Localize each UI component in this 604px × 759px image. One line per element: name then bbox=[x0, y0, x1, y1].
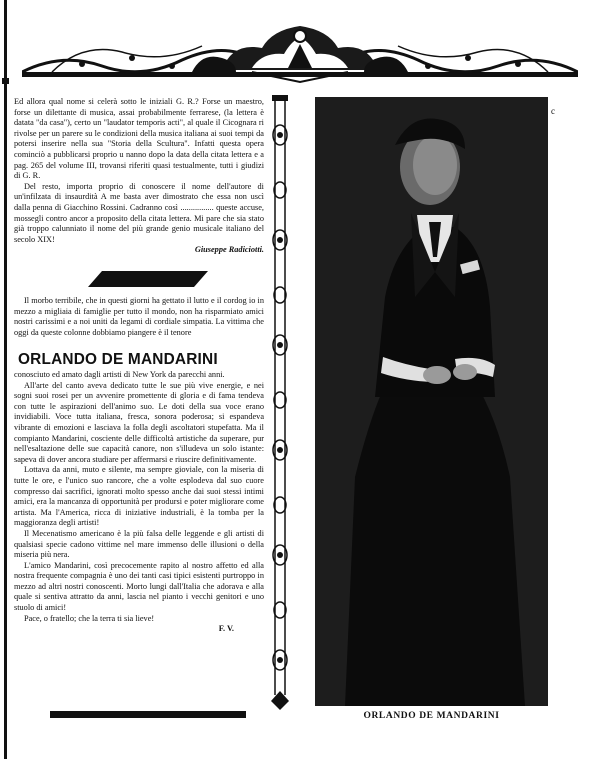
photo-caption: ORLANDO DE MANDARINI bbox=[363, 711, 500, 721]
obituary-signature-line bbox=[14, 624, 264, 635]
obituary-paragraph-4: L'amico Mandarini, così precocemente rapito al nostro affetto ed alla nostra frequente compagnia è uno dei tanti casi tipici esistenti purtroppo in mezzo ad altri nostri conoscenti. Morto lungi dall'Italia che adorava e alla quale si sentiva attratto da anni, lascia nel pianto i vecchi genitori e uno stuolo di amici! bbox=[14, 560, 264, 613]
obituary-lead-paragraph: Il morbo terribile, che in questi giorni ha gettato il lutto e il cordog io in mezzo a migliaia di famiglie per tutto il mondo, non ha risparmiato amici nostri carissimi e a noi uniti da legami di cordiale simpatia. La vittima che oggi da queste colonne dobbiamo piangere è il tenore bbox=[14, 296, 264, 337]
section-dash-ornament bbox=[88, 271, 208, 287]
obituary-lead bbox=[14, 296, 264, 338]
obituary-paragraph-2: Lottava da anni, muto e silente, ma sempre gioviale, con la miseria di tutte le ore, e l'unico suo rancore, che a volte esplodeva dal suo cuore compresso dai sacrifici, ignorati molto spesso anche dai suoi stessi intimi amici, era la mancanza di opportunità per prodursi e poter migliorare come artista. Ma l'America, ricca di iniziative industriali, è la tomba per la maggioranza degli artisti! bbox=[14, 465, 264, 528]
page-edge-bar bbox=[4, 0, 7, 759]
obituary-paragraph-3: Il Mecenatismo americano è la più falsa delle leggende e gli artisti di qualsiasi specie cadono vittime nel mare immenso delle illusioni o della miseria più nera. bbox=[14, 528, 264, 560]
obituary-after-name: conosciuto ed amato dagli artisti di New York da parecchi anni. bbox=[14, 370, 225, 379]
portrait-figure bbox=[315, 97, 548, 706]
obituary-headline: ORLANDO DE MANDARINI bbox=[18, 351, 218, 368]
intro-paragraph-1: Ed allora qual nome si celerà sotto le iniziali G. R.? Forse un maestro, forse un dilettante di musica, assai probabilmente ferrarese, (la lettera è datata "da casa"), certo un "laudator temporis acti", al quale il Cicognara ri rivolse per un parere su le condizioni della musica italiana ai suoi tempi da potersi inserire nella sua "Storia della Scultura". Infatti questa opera cominciò a pubblicarsi proprio u nanno dopo la data della citata lettera e a pag. 265 del volume III, trovansi riferiti quasi testualmente, tutti i giudizi di G. R. bbox=[14, 97, 264, 181]
portrait-photo bbox=[315, 97, 548, 706]
obituary-signature: F. V. bbox=[218, 624, 234, 634]
intro-signature: Giuseppe Radiciotti. bbox=[194, 245, 264, 255]
obituary-body bbox=[14, 370, 264, 635]
intro-signature-line bbox=[14, 245, 264, 256]
ornamental-column-divider bbox=[265, 95, 295, 710]
intro-text-block bbox=[14, 97, 264, 256]
edge-mark: c bbox=[551, 106, 555, 116]
bottom-rule bbox=[50, 711, 246, 718]
obituary-paragraph-1: All'arte del canto aveva dedicato tutte le sue più vive energie, e nei sogni suoi rosei per un avvenire promettente di gloria e di fama tendeva con tutte le aspirazioni dell'animo suo. Le doti della sua voce erano invidiabili. Voce tutta italiana, fresca, sonora poderosa; si espandeva vibrante di emozioni e lasciava la folla degli ascoltatori stupefatta. Ma il compianto Mandarini, cosciente delle difficoltà artistiche da superare, pur nell'esaltazione delle sue capacità canore, non s'illudeva un solo istante: sapeva di dover ancora studiare per affermarsi e riuscire definitivamente. bbox=[14, 380, 264, 464]
obituary-closing: Pace, o fratello; che la terra ti sia lieve! bbox=[24, 613, 155, 623]
ornamental-header bbox=[22, 22, 578, 92]
intro-paragraph-2: Del resto, importa proprio di conoscere il nome dell'autore di un'infilzata di insaurdità A me basta aver dimostrato che essa non uscì dalla penna di Giacchino Rossini. Cadranno così ................ queste accuse, mossegli contro ancor a proposito della citata lettera. Mi pare che sia stato già troppo calunniato il nome del più grande genio musicale italiano del secolo XIX! bbox=[14, 181, 264, 244]
